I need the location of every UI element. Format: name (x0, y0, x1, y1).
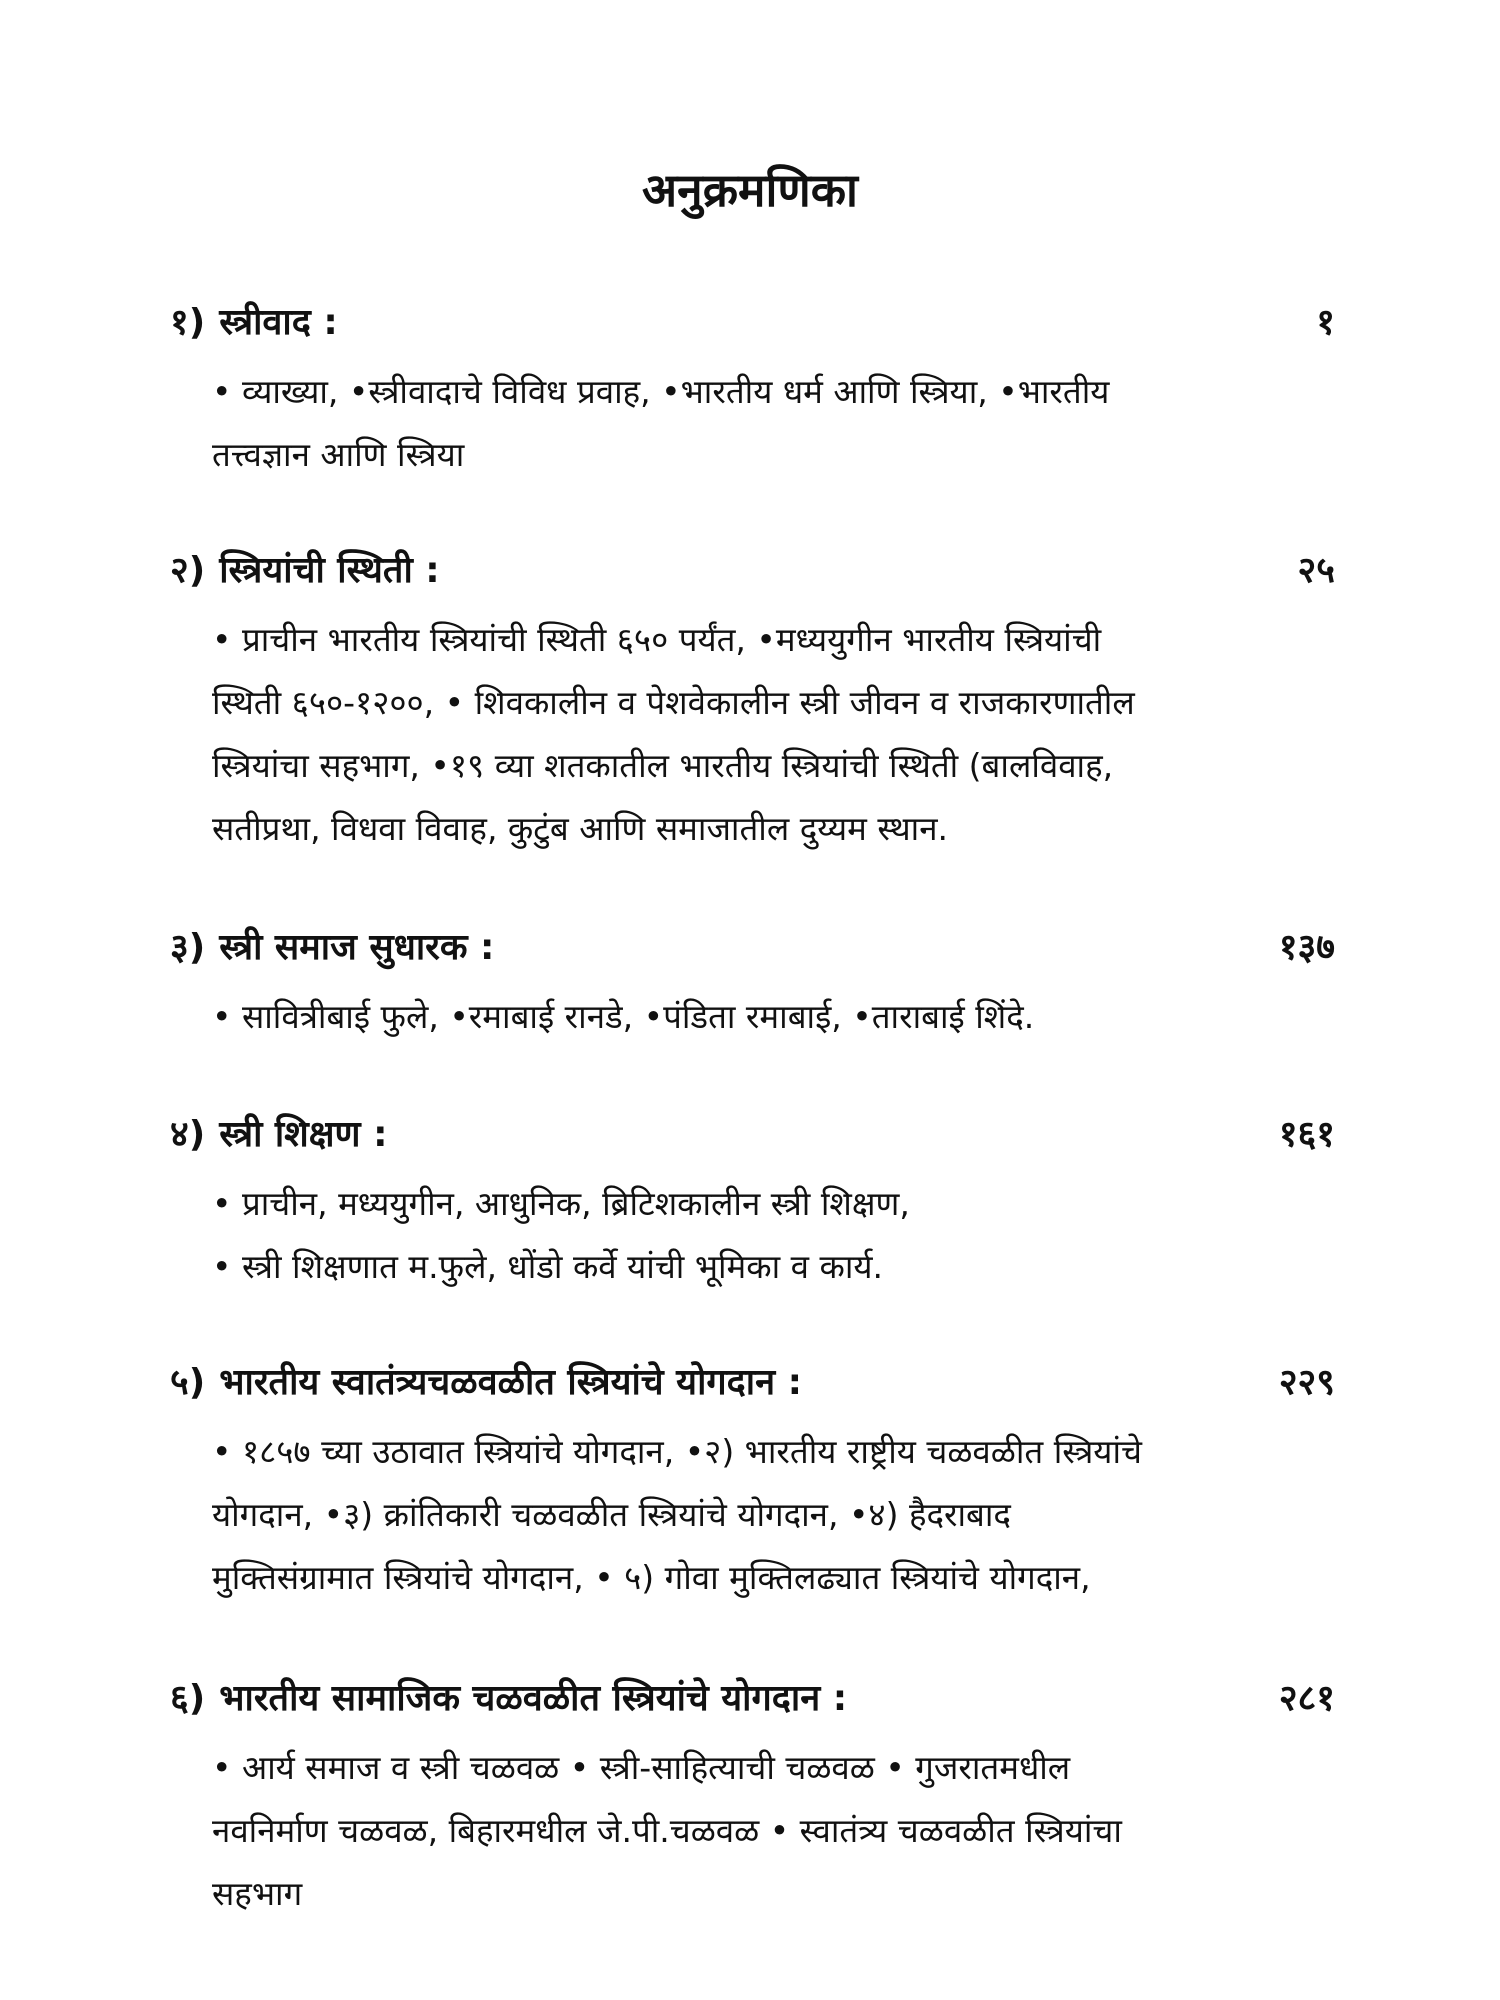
section-topics (212, 1172, 1335, 1298)
topic-line: • प्राचीन, मध्ययुगीन, आधुनिक, ब्रिटिशकालीन स्त्री शिक्षण, (212, 1184, 910, 1223)
toc-section-2 (170, 548, 1335, 860)
section-topics (212, 1736, 1335, 1925)
section-heading-row (170, 925, 1335, 971)
section-number: ४) (170, 1114, 206, 1155)
page-number: २२९ (1278, 1362, 1335, 1403)
topic-line: • प्राचीन भारतीय स्त्रियांची स्थिती ६५० पर्यंत, •मध्ययुगीन भारतीय स्त्रियांची (212, 620, 1102, 659)
toc-section-5 (170, 1360, 1335, 1609)
page-number: १३७ (1278, 927, 1335, 968)
toc-section-3 (170, 925, 1335, 1048)
section-heading: भारतीय स्वातंत्र्यचळवळीत स्त्रियांचे योगदान : (219, 1362, 803, 1403)
topic-line: • सावित्रीबाई फुले, •रमाबाई रानडे, •पंडिता रमाबाई, •ताराबाई शिंदे. (212, 997, 1035, 1036)
section-heading-row (170, 1676, 1335, 1722)
topic-line: • १८५७ च्या उठावात स्त्रियांचे योगदान, •२) भारतीय राष्ट्रीय चळवळीत स्त्रियांचे (212, 1432, 1142, 1471)
topic-line: मुक्तिसंग्रामात स्त्रियांचे योगदान, • ५) गोवा मुक्तिलढ्यात स्त्रियांचे योगदान, (212, 1558, 1091, 1597)
section-number: ५) (170, 1362, 206, 1403)
page-number: १६१ (1278, 1114, 1335, 1155)
page-title: अनुक्रमणिका (642, 163, 858, 217)
toc-section-1 (170, 300, 1335, 486)
topic-line: स्थिती ६५०-१२००, • शिवकालीन व पेशवेकालीन स्त्री जीवन व राजकारणातील (212, 683, 1135, 722)
topic-line: • व्याख्या, •स्त्रीवादाचे विविध प्रवाह, •भारतीय धर्म आणि स्त्रिया, •भारतीय (212, 372, 1110, 411)
section-heading: स्त्रियांची स्थिती : (219, 550, 440, 591)
page-number: २५ (1297, 550, 1335, 591)
section-heading-row (170, 1360, 1335, 1406)
section-heading-row (170, 548, 1335, 594)
section-heading: स्त्री समाज सुधारक : (219, 927, 495, 968)
topic-line: तत्त्वज्ञान आणि स्त्रिया (212, 435, 465, 474)
page-number: २८१ (1278, 1678, 1335, 1719)
topic-line: योगदान, •३) क्रांतिकारी चळवळीत स्त्रियांचे योगदान, •४) हैदराबाद (212, 1495, 1011, 1534)
page-number: १ (1316, 302, 1335, 343)
toc-section-6 (170, 1676, 1335, 1925)
section-topics (212, 608, 1335, 860)
section-topics (212, 985, 1335, 1048)
topic-line: सतीप्रथा, विधवा विवाह, कुटुंब आणि समाजातील दुय्यम स्थान. (212, 809, 949, 848)
section-heading-row (170, 1112, 1335, 1158)
section-number: १) (170, 302, 206, 343)
topic-line: सहभाग (212, 1874, 303, 1913)
section-topics (212, 360, 1335, 486)
section-heading: स्त्रीवाद : (219, 302, 338, 343)
section-topics (212, 1420, 1335, 1609)
section-number: ३) (170, 927, 206, 968)
section-heading-row (170, 300, 1335, 346)
section-number: २) (170, 550, 206, 591)
section-heading: स्त्री शिक्षण : (219, 1114, 388, 1155)
topic-line: • आर्य समाज व स्त्री चळवळ • स्त्री-साहित्याची चळवळ • गुजरातमधील (212, 1748, 1071, 1787)
topic-line: • स्त्री शिक्षणात म.फुले, धोंडो कर्वे यांची भूमिका व कार्य. (212, 1247, 884, 1286)
section-number: ६) (170, 1678, 206, 1719)
toc-section-4 (170, 1112, 1335, 1298)
section-heading: भारतीय सामाजिक चळवळीत स्त्रियांचे योगदान : (219, 1678, 848, 1719)
topic-line: स्त्रियांचा सहभाग, •१९ व्या शतकातील भारतीय स्त्रियांची स्थिती (बालविवाह, (212, 746, 1114, 785)
topic-line: नवनिर्माण चळवळ, बिहारमधील जे.पी.चळवळ • स्वातंत्र्य चळवळीत स्त्रियांचा (212, 1811, 1122, 1850)
